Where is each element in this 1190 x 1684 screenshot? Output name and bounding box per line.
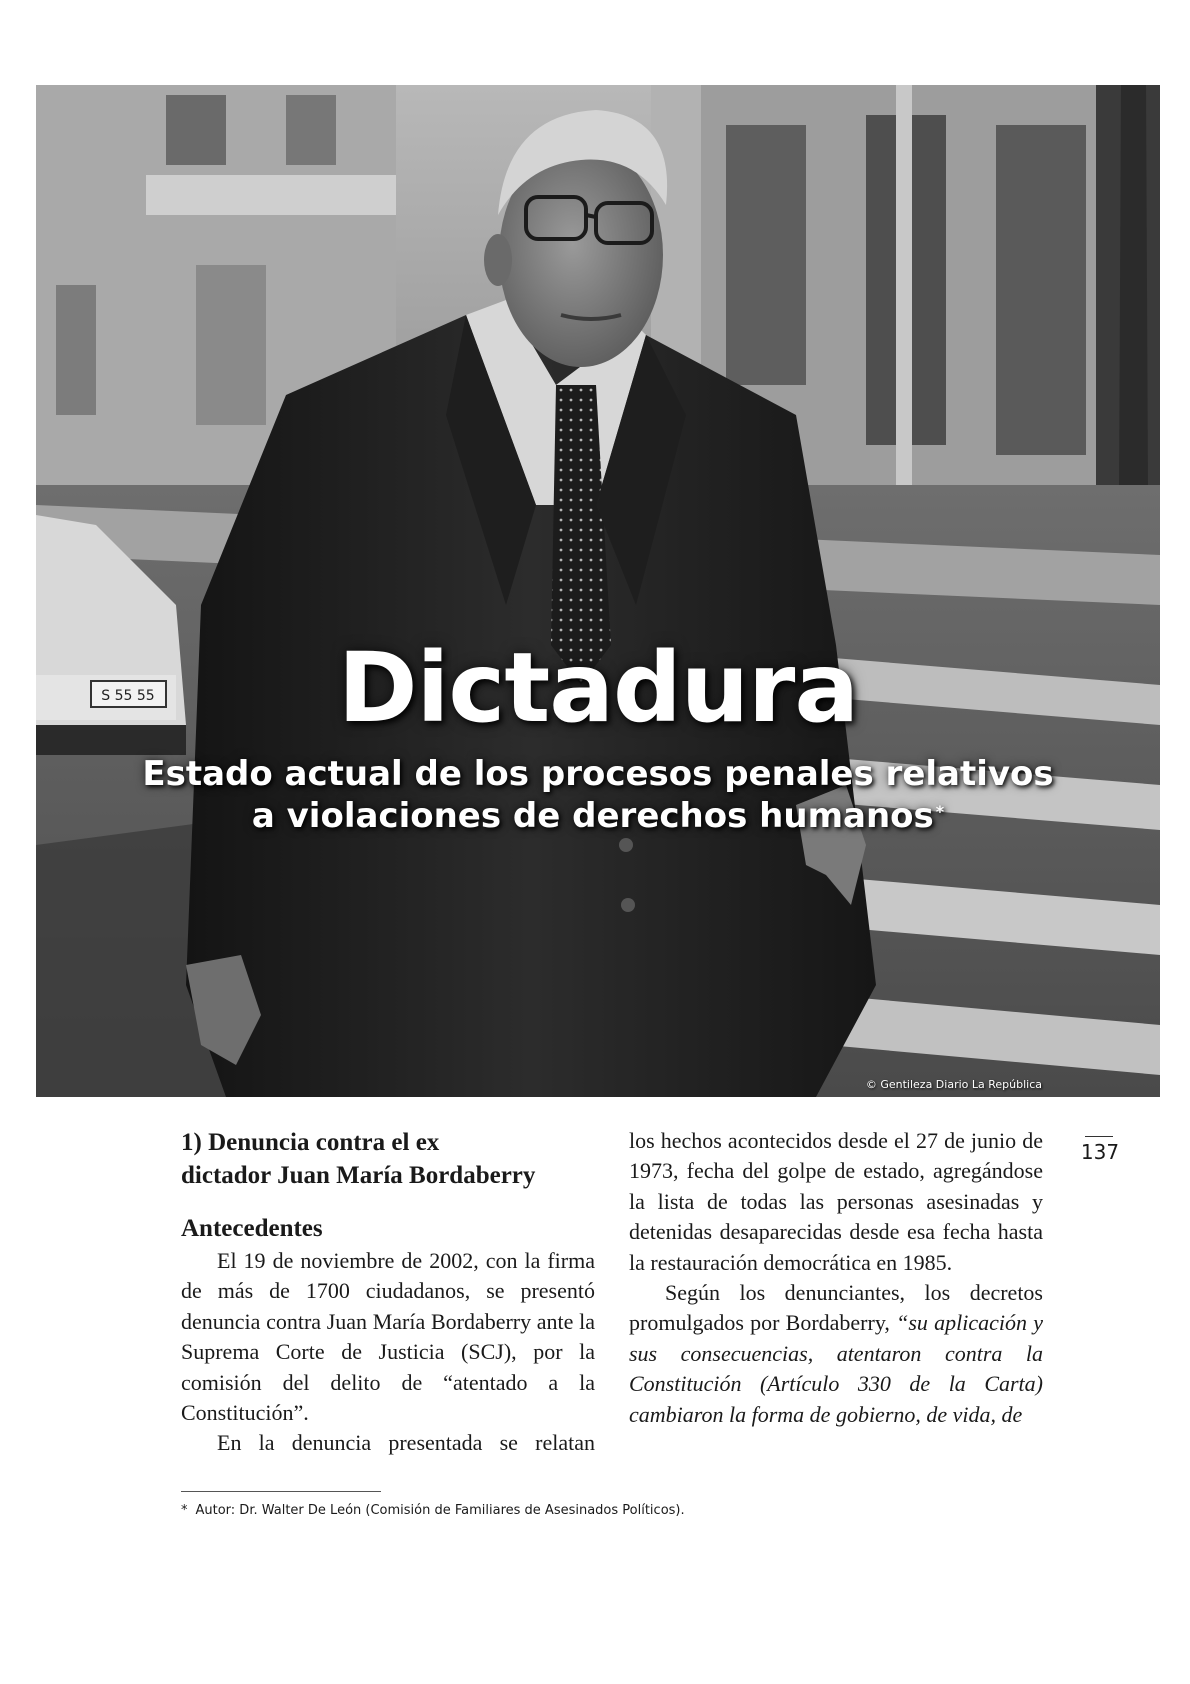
page-number: 137 — [1080, 1140, 1120, 1164]
page-number-rule — [1085, 1136, 1113, 1137]
car-plate-text: S 55 55 — [101, 688, 155, 704]
paragraph-2-start: En la denuncia presentada se relatan — [217, 1430, 595, 1456]
paragraph-1: El 19 de noviembre de 2002, con la firma de más de 1700 ciudadanos, se presentó denuncia contra Juan María Bordaberry ante la Suprema Corte de Justicia (SCJ), por la comisión del delito de “atentado a la Constitución”. — [181, 1248, 595, 1426]
section-title-line-1: 1) Denuncia contra el ex — [181, 1129, 440, 1156]
subheading-antecedentes: Antecedentes — [181, 1215, 323, 1242]
left-column — [181, 1126, 595, 1459]
footnote-mark: * — [181, 1503, 188, 1518]
paragraph-2-continued: los hechos acontecidos desde el 27 de junio de 1973, fecha del golpe de estado, agregándose la lista de todas las personas asesinadas y detenidas desaparecidas desde esa fecha hasta la restauración democrática en 1985. — [629, 1128, 1043, 1275]
paragraph-3-quote: “su aplicación y sus consecuencias, atentaron contra la Constitución (Artículo 330 de la Carta) cambiaron la forma de gobierno, de vida, de — [629, 1310, 1043, 1427]
hero-photo — [36, 85, 1160, 1097]
footnote-rule — [181, 1491, 381, 1492]
section-title-line-2: dictador Juan María Bordaberry — [181, 1162, 536, 1189]
footnote-text: Autor: Dr. Walter De León (Comisión de Familiares de Asesinados Políticos). — [195, 1503, 685, 1518]
paragraph-3 — [629, 1278, 1043, 1430]
footnote — [181, 1503, 1081, 1518]
footnote-reference: * — [935, 802, 945, 821]
right-column — [629, 1126, 1043, 1430]
photo-credit: © Gentileza Diario La República — [865, 1078, 1042, 1091]
subtitle-line-2: a violaciones de derechos humanos — [251, 796, 934, 836]
page-title: Dictadura — [337, 632, 859, 744]
paragraph-3-intro: Según los denunciantes, los decretos promulgados por Bordaberry, — [629, 1280, 1043, 1336]
street-photo-illustration — [36, 85, 1160, 1097]
section-title — [181, 1126, 595, 1192]
subtitle-line-1: Estado actual de los procesos penales relativos — [142, 754, 1054, 794]
page-subtitle — [36, 753, 1160, 837]
